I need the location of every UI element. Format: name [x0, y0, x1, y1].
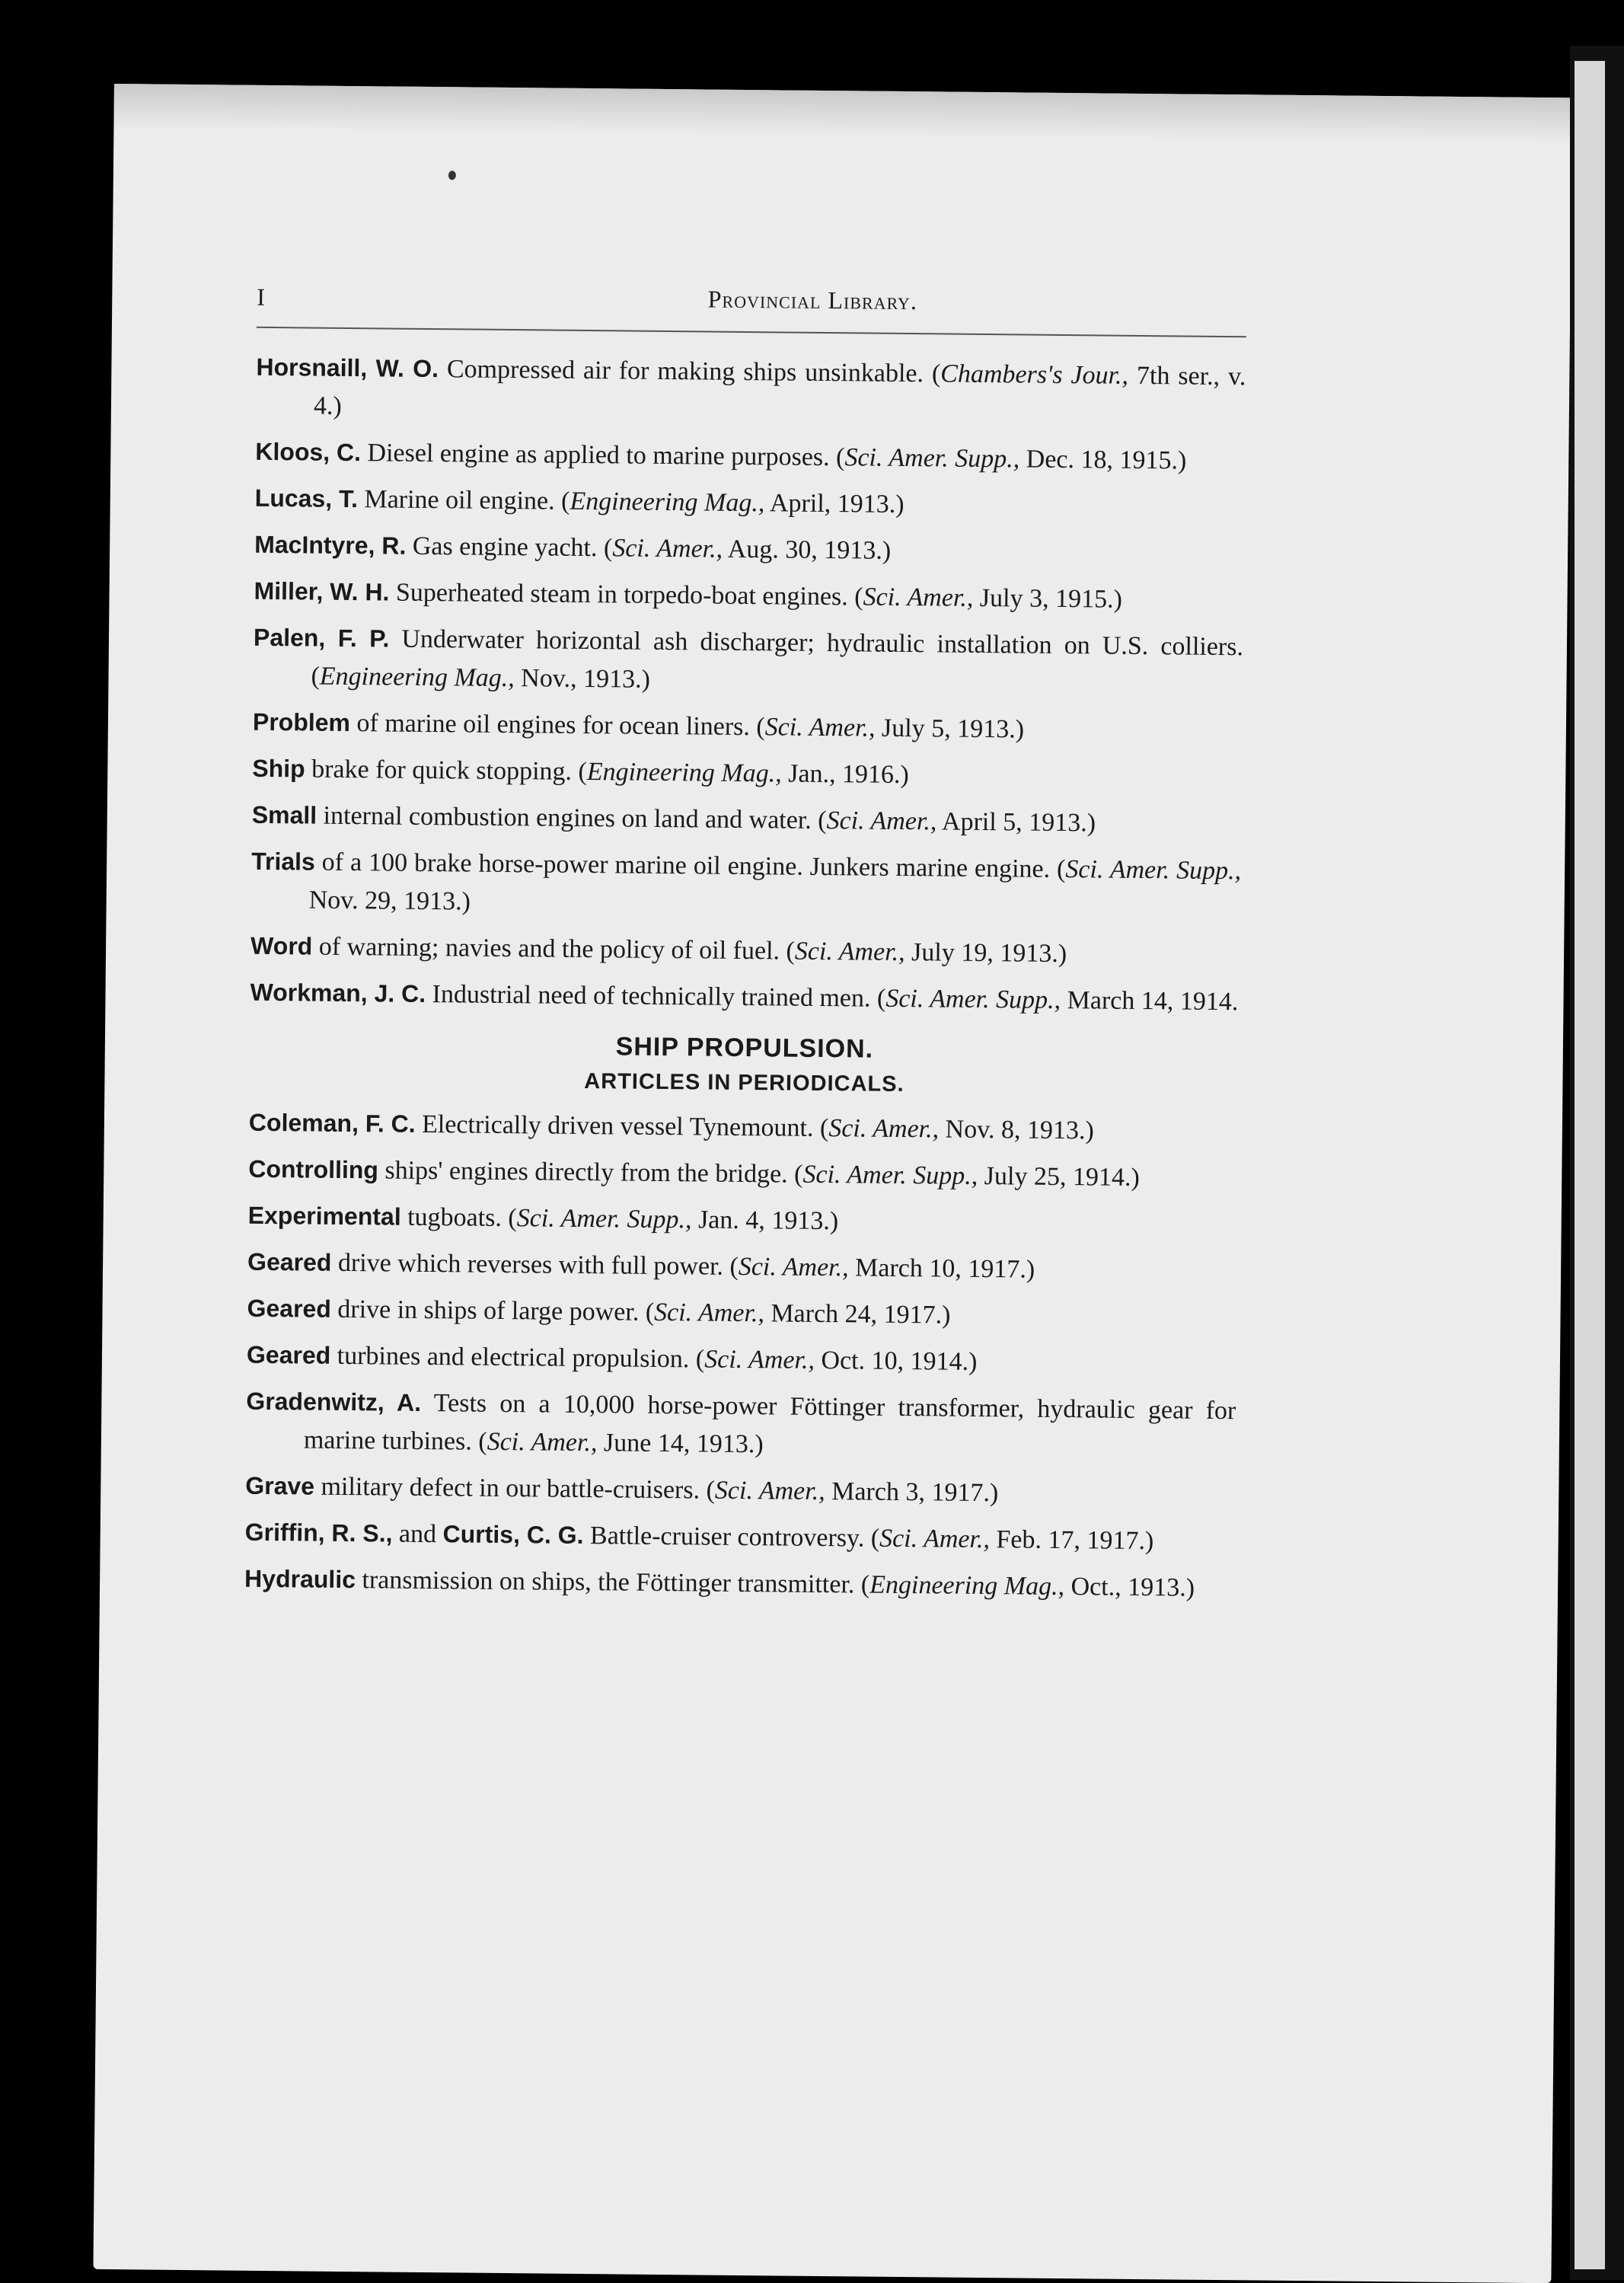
- bibliography-entry: [253, 618, 1243, 704]
- entry-heading-2: Curtis, C. G.: [442, 1520, 584, 1550]
- entry-title: of a 100 brake horse-power marine oil engine. Junkers marine engine. (: [314, 848, 1066, 884]
- entry-source: Sci. Amer.,: [738, 1252, 849, 1282]
- entry-heading: Palen, F. P.: [253, 623, 390, 653]
- page-sheet: [93, 84, 1571, 2283]
- entry-title: Gas engine yacht. (: [406, 532, 613, 563]
- entry-heading: Griffin, R. S.,: [244, 1518, 393, 1547]
- entry-citation: 7th ser., v. 4.): [313, 361, 1246, 420]
- entry-source: Sci. Amer.,: [828, 1114, 940, 1144]
- entry-citation: March 24, 1917.): [764, 1299, 951, 1330]
- entry-heading: MacIntyre, R.: [254, 530, 407, 560]
- entry-heading: Kloos, C.: [255, 437, 362, 467]
- entry-title: drive which reverses with full power. (: [331, 1248, 739, 1281]
- entry-heading: Experimental: [247, 1201, 401, 1231]
- entry-citation: Feb. 17, 1917.): [989, 1525, 1154, 1556]
- entry-heading: Horsnaill, W. O.: [256, 353, 439, 383]
- entry-heading: Geared: [246, 1340, 331, 1369]
- entry-heading: Trials: [251, 847, 315, 876]
- bibliography-entry: [256, 348, 1246, 434]
- entry-title: Superheated steam in torpedo-boat engines. (: [389, 578, 863, 611]
- ink-speck: [448, 171, 456, 180]
- entry-heading: Word: [250, 931, 313, 960]
- bibliography-entry: [246, 1382, 1236, 1468]
- entry-title-2: Battle-cruiser controversy. (: [583, 1521, 880, 1553]
- entry-citation: Jan. 4, 1913.): [691, 1205, 839, 1236]
- entry-heading: Gradenwitz, A.: [246, 1387, 422, 1416]
- page-number: I: [257, 283, 266, 311]
- page-content: [244, 272, 1369, 1602]
- entry-source: Sci. Amer.,: [826, 806, 937, 836]
- bibliography-entry: [254, 525, 1244, 573]
- entry-source: Engineering Mag.,: [586, 758, 782, 788]
- entry-heading: Geared: [247, 1294, 332, 1323]
- entry-title: of warning; navies and the policy of oil fuel. (: [312, 932, 796, 966]
- entry-title: Electrically driven vessel Tynemount. (: [415, 1110, 829, 1143]
- entry-citation: April, 1913.): [764, 489, 905, 519]
- bibliography-entry: [247, 1243, 1237, 1291]
- entry-citation: March 10, 1917.): [848, 1253, 1035, 1284]
- entry-source: Sci. Amer.,: [879, 1524, 991, 1554]
- entry-source: Sci. Amer.,: [704, 1345, 815, 1375]
- bibliography-entry: [245, 1467, 1235, 1515]
- bibliography-entry: [253, 703, 1243, 751]
- bibliography-entry: [247, 1289, 1236, 1337]
- entry-title: of marine oil engines for ocean liners. (: [349, 709, 765, 742]
- entry-source: Sci. Amer. Supp.,: [802, 1160, 978, 1190]
- entry-citation: July 5, 1913.): [875, 714, 1025, 744]
- entry-heading: Miller, W. H.: [254, 576, 390, 606]
- entry-source: Sci. Amer. Supp.,: [844, 443, 1020, 474]
- entry-heading: Controlling: [248, 1154, 379, 1184]
- entry-title: Compressed air for making ships unsinkable. (: [438, 355, 941, 388]
- entry-source: Chambers's Jour.,: [940, 359, 1129, 390]
- bibliography-entry: [255, 433, 1245, 481]
- entry-heading: Lucas, T.: [254, 484, 359, 513]
- entry-source: Sci. Amer.,: [863, 583, 974, 612]
- entry-heading: Coleman, F. C.: [248, 1108, 416, 1138]
- entry-citation: July 3, 1915.): [973, 583, 1123, 614]
- entry-title: Industrial need of technically trained men. (: [425, 979, 886, 1013]
- entry-title: Diesel engine as applied to marine purposes. (: [360, 439, 845, 472]
- entry-source: Sci. Amer.,: [794, 937, 905, 967]
- section-title: SHIP PROPULSION.: [615, 1032, 874, 1064]
- running-title: Provincial Library.: [707, 285, 918, 315]
- entry-title: and: [392, 1519, 443, 1549]
- entry-citation: Oct., 1913.): [1064, 1573, 1195, 1602]
- entry-heading: Grave: [245, 1471, 315, 1500]
- entry-citation: Aug. 30, 1913.): [722, 535, 892, 565]
- entry-citation: April 5, 1913.): [936, 807, 1096, 838]
- entry-title: ships' engines directly from the bridge. (: [378, 1156, 803, 1189]
- header-rule: [257, 327, 1246, 337]
- entry-source: Engineering Mag.,: [570, 487, 765, 518]
- entry-citation: Nov., 1913.): [514, 664, 651, 694]
- entry-citation: Jan., 1916.): [781, 759, 910, 790]
- bibliography-entry: [250, 973, 1240, 1021]
- entry-heading: Problem: [252, 707, 351, 737]
- section-subtitle: ARTICLES IN PERIODICALS.: [584, 1068, 905, 1097]
- bibliography-entry: [250, 842, 1241, 928]
- entry-source: Sci. Amer.,: [714, 1476, 825, 1506]
- bibliography-entry: [245, 1513, 1235, 1561]
- bibliography-entry: [244, 1560, 1234, 1608]
- bibliography-entry: [248, 1150, 1238, 1198]
- bibliography-entry: [250, 927, 1240, 975]
- bibliography-entry: [255, 479, 1245, 527]
- entry-citation: March 14, 1914.: [1060, 985, 1239, 1017]
- bibliography-entry: [254, 572, 1243, 620]
- entry-heading: Geared: [247, 1247, 332, 1276]
- entry-citation: July 19, 1913.): [905, 938, 1067, 969]
- bibliography-entry: [252, 749, 1242, 797]
- entry-title: tugboats. (: [400, 1202, 517, 1233]
- entry-title: Underwater horizontal ash discharger; hydraulic installation on U.S. colliers. (: [311, 624, 1244, 691]
- entry-title: military defect in our battle-cruisers. (: [314, 1472, 716, 1505]
- entry-title: drive in ships of large power. (: [330, 1295, 655, 1327]
- entry-title: brake for quick stopping. (: [305, 755, 588, 787]
- entry-heading: Small: [251, 800, 317, 829]
- bibliography-entry: [247, 1336, 1236, 1384]
- entry-title: Tests on a 10,000 horse-power Föttinger transformer, hydraulic gear for marine turbines. (: [303, 1388, 1236, 1456]
- entry-heading: Hydraulic: [244, 1564, 356, 1594]
- entry-source: Engineering Mag.,: [319, 662, 515, 693]
- entry-source: Engineering Mag.,: [869, 1570, 1065, 1601]
- bibliography-entry: [252, 796, 1242, 844]
- entry-source: Sci. Amer.,: [764, 713, 876, 742]
- entry-title: internal combustion engines on land and water. (: [316, 801, 827, 835]
- entry-source: Sci. Amer.,: [612, 534, 723, 564]
- entry-citation: March 3, 1917.): [825, 1477, 999, 1508]
- entry-title: Marine oil engine. (: [357, 485, 570, 516]
- entry-source: Sci. Amer. Supp.,: [885, 984, 1061, 1014]
- entry-citation: July 25, 1914.): [978, 1161, 1140, 1192]
- entry-source: Sci. Amer.,: [653, 1298, 765, 1328]
- entry-heading: Ship: [252, 754, 305, 783]
- adjacent-page-edge: [1575, 61, 1605, 2269]
- entry-citation: Dec. 18, 1915.): [1019, 445, 1187, 475]
- entry-citation: Nov. 8, 1913.): [938, 1115, 1094, 1145]
- bibliography-entry: [249, 1103, 1239, 1151]
- entry-title: turbines and electrical propulsion. (: [330, 1341, 705, 1374]
- entry-source: Sci. Amer. Supp.,: [516, 1204, 692, 1234]
- page-header: [257, 272, 1369, 328]
- entry-list: [244, 348, 1246, 1615]
- entry-heading: Workman, J. C.: [250, 978, 426, 1007]
- bibliography-entry: [247, 1196, 1237, 1244]
- entry-citation: Oct. 10, 1914.): [814, 1346, 978, 1376]
- entry-citation: Nov. 29, 1913.): [308, 886, 471, 916]
- entry-title: transmission on ships, the Föttinger transmitter. (: [355, 1566, 870, 1599]
- entry-citation: June 14, 1913.): [597, 1429, 764, 1459]
- entry-source: Sci. Amer. Supp.,: [1065, 855, 1242, 886]
- entry-source: Sci. Amer.,: [487, 1427, 598, 1458]
